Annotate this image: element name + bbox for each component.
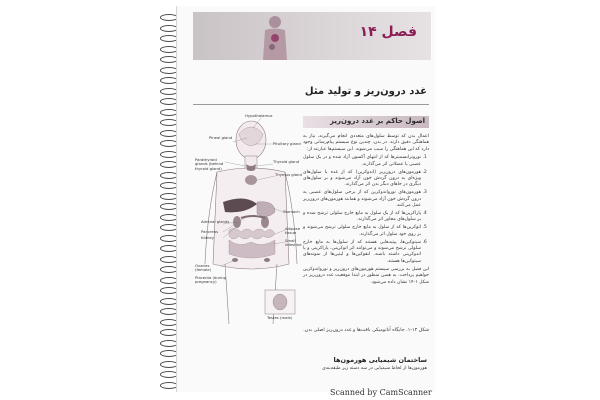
intro-paragraph: اعمال بدن که توسط سلول‌های متعددی انجام می‌گیرند، نیاز به هماهنگی دقیق دارند. در بدن، چندین نوع سیستم پیام‌رسانی وجود دارد که این هماهنگی را سبب می‌شوند. این سیستم‌ها عبارتند از:: [303, 134, 429, 152]
closing-paragraph: این فصل به بررسی سیستم هورمون‌های درون‌ریز و نورواندوکرین خواهیم پرداخت. به همین منظور در ابتدا موقعیت غدد درون‌ریز در شکل ۱-۱۴ نشان داده می‌شود.: [303, 266, 429, 285]
label-testes: Testes (male): [267, 315, 293, 320]
label-kidney: Kidney: [201, 235, 214, 240]
label-thymus: Thymus gland: [275, 172, 302, 177]
label-pancreas: Pancreas: [201, 229, 219, 234]
label-pituitary: Pituitary gland: [273, 141, 301, 146]
chapter-header: [193, 12, 431, 60]
list-item: 1. نوروترانسمیترها که از انتهای آکسون آزاد شده و در یک سلول عصبی یا عضلانی اثر می‌گذارند.: [303, 155, 421, 168]
endocrine-anatomy-figure: [195, 113, 302, 324]
list-item: 5. اتوکرین‌ها که از سلول به مایع خارج سلولی ترشح می‌شوند و بر روی خود سلول اثر می‌گذارند.: [303, 225, 421, 238]
list-item: 6. سیتوکین‌ها، پپتیدهایی هستند که از سلول‌ها به مایع خارج سلولی ترشح می‌شوند و می‌توانند اثر اتوکرینی، پاراکرینی و یا اندوکرینی داشته باشند. لنفوکین‌ها و لپتین‌ها از نمونه‌های سیتوکین‌ها هستند.: [303, 240, 421, 266]
label-hypothalamus: Hypothalamus: [245, 113, 273, 118]
messenger-list: [303, 155, 429, 265]
label-adipose: Adipose tissue: [285, 226, 301, 236]
page-title: غدد درون‌ریز و تولید مثل: [304, 86, 427, 97]
label-small-intestine: Small intestine: [285, 238, 302, 248]
label-adrenal: Adrenal glands: [201, 219, 230, 224]
list-item: 4. پاراکرین‌ها که از یک سلول به مایع خارج سلولی ترشح شده و بر سلول‌های مجاور اثر می‌گذارند.: [303, 211, 421, 224]
subsection-heading: ساختمان شیمیایی هورمون‌ها: [333, 356, 427, 364]
section-heading-band: [303, 116, 429, 128]
scanner-watermark: Scanned by CamScanner: [330, 388, 432, 397]
label-placenta: Placenta (during pregnancy): [195, 275, 227, 285]
label-thyroid: Thyroid gland: [273, 159, 300, 164]
list-item: 2. هورمون‌های درون‌ریز (اندوکرین) که از غده یا سلول‌های ویژه‌ای به درون گردش خون آزاد می‌شوند و بر سلول‌های دیگری در جاهای دیگر بدن اثر می‌گذارند.: [303, 170, 421, 189]
body-text: [303, 134, 429, 288]
subsection-text: هورمون‌ها از لحاظ شیمیایی در سه دسته زیر طبقه‌بندی: [322, 366, 427, 371]
chapter-label: فصل ۱۴: [359, 24, 417, 40]
chapter-figure-icon: [251, 14, 299, 60]
label-ovaries: Ovaries (female): [195, 263, 212, 273]
label-pineal: Pineal gland: [209, 135, 233, 140]
title-divider: [193, 104, 429, 105]
section-heading: اصول حاکم بر غدد درون‌ریز: [330, 117, 425, 125]
figure-caption: شکل ۱۴-۱. جایگاه آناتومیکی بافت‌ها و غدد درون‌ریز اصلی بدن.: [303, 328, 429, 333]
book-page: [176, 6, 435, 392]
label-parathyroid: Parathyroid glands (behind thyroid gland): [195, 157, 224, 171]
list-item: 3. هورمون‌های نورواندوکرین که از برخی سلول‌های عصبی به درون گردش خون آزاد می‌شوند و همانند هورمون‌های درون‌ریز عمل می‌کنند.: [303, 190, 421, 209]
label-stomach: Stomach: [283, 209, 300, 214]
